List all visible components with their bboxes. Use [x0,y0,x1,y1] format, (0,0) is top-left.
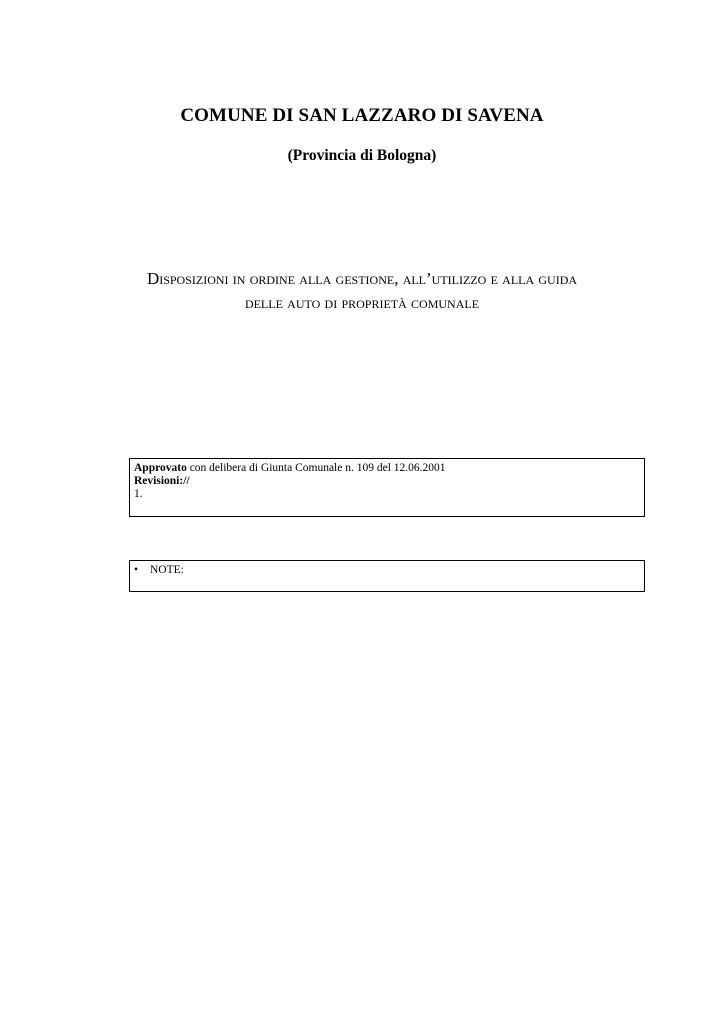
comune-title: COMUNE DI SAN LAZZARO DI SAVENA [180,105,544,126]
document-title-line-1: Disposizioni in ordine alla gestione, all’utilizzo e alla guida [146,269,578,288]
document-title [60,267,664,315]
note-item [134,564,640,577]
notes-box [129,560,645,592]
bullet-icon: • [134,564,139,576]
revision-item: 1. [134,488,143,500]
notes-label: NOTE: [150,564,184,576]
document-title-line-2: delle auto di proprietà comunale [244,293,480,312]
provincia-subtitle: (Provincia di Bologna) [287,147,437,164]
approved-text: con delibera di Giunta Comunale n. 109 del 12.06.2001 [186,462,446,474]
approved-label: Approvato [134,462,187,474]
approval-line [134,462,640,475]
approval-box [129,458,645,517]
revisions-label: Revisioni:// [134,475,190,487]
